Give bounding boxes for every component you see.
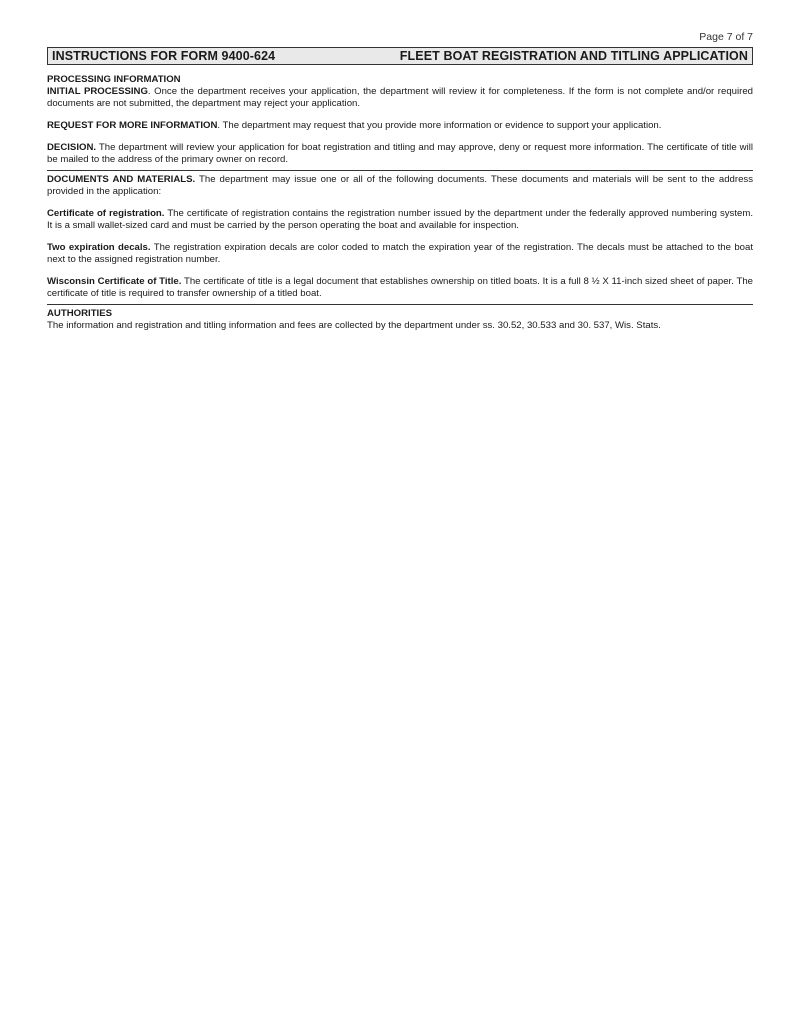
form-instructions-title: INSTRUCTIONS FOR FORM 9400-624 [52,49,276,63]
decision-lead: DECISION. [47,142,97,153]
authorities-section [47,308,753,332]
processing-section [47,74,753,166]
request-info-text: . The department may request that you provide more information or evidence to support your application. [217,120,662,131]
section-divider [47,170,753,171]
initial-processing-lead: INITIAL PROCESSING [47,86,148,97]
form-application-title: FLEET BOAT REGISTRATION AND TITLING APPLICATION [399,49,748,63]
section-divider [47,304,753,305]
decision-text: The department will review your application for boat registration and titling and may approve, deny or request more information. The certificate of title will be mailed to the address of the primary owner on record. [47,142,753,165]
authorities-text: The information and registration and titling information and fees are collected by the department under ss. 30.52, 30.533 and 30. 537, Wis. Stats. [47,320,661,331]
documents-intro-text: The department may issue one or all of the following documents. These documents and materials will be sent to the address provided in the application: [47,174,753,197]
request-info-paragraph [47,120,753,132]
decision-paragraph [47,142,753,166]
certificate-registration-paragraph [47,208,753,232]
initial-processing-text: . Once the department receives your application, the department will review it for completeness. If the form is not complete and/or required documents are not submitted, the department may reject your application. [47,86,753,109]
authorities-heading: AUTHORITIES [47,308,113,319]
request-info-lead: REQUEST FOR MORE INFORMATION [47,120,218,131]
documents-section [47,174,753,300]
form-header-bar [47,47,753,65]
page-number: Page 7 of 7 [699,31,753,43]
expiration-decals-text: The registration expiration decals are color coded to match the expiration year of the registration. The decals must be attached to the boat next to the assigned registration number. [47,242,753,265]
instructions-content [47,74,753,342]
documents-intro-lead: DOCUMENTS AND MATERIALS. [47,174,196,185]
certificate-registration-text: The certificate of registration contains the registration number issued by the department under the federally approved numbering system. It is a small wallet-sized card and must be carried by the person operating the boat and available for inspection. [47,208,753,231]
certificate-title-paragraph [47,276,753,300]
certificate-registration-lead: Certificate of registration. [47,208,165,219]
documents-intro-paragraph [47,174,753,198]
initial-processing-paragraph [47,86,753,110]
processing-heading: PROCESSING INFORMATION [47,74,181,85]
certificate-title-text: The certificate of title is a legal document that establishes ownership on titled boats. It is a full 8 ½ X 11-inch sized sheet of paper. The certificate of title is required to transfer ownership of a titled boat. [47,276,753,299]
certificate-title-lead: Wisconsin Certificate of Title. [47,276,182,287]
expiration-decals-paragraph [47,242,753,266]
expiration-decals-lead: Two expiration decals. [47,242,151,253]
